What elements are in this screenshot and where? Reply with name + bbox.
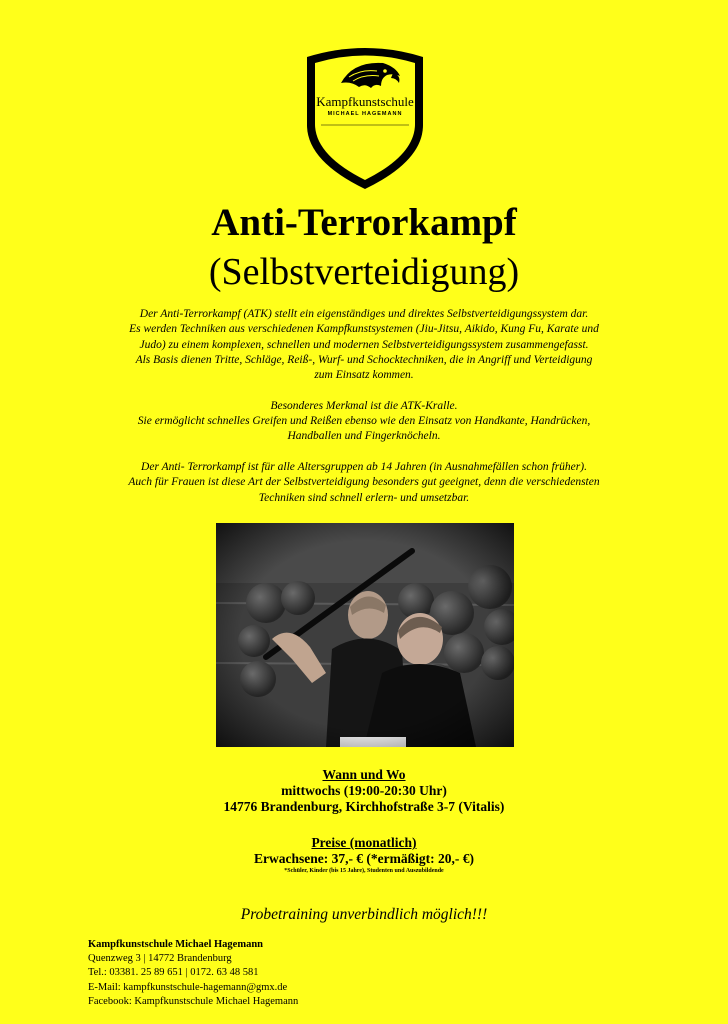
intro-line: Judo) zu einem komplexen, schnellen und modernen Selbstverteidigungssystem zusammengefasst. bbox=[139, 338, 589, 351]
intro-paragraph-1 bbox=[70, 307, 658, 383]
martial-arts-photo-icon bbox=[216, 523, 514, 747]
page-subtitle: (Selbstverteidigung) bbox=[208, 251, 520, 293]
contact-address: Quenzweg 3 | 14772 Brandenburg bbox=[88, 953, 232, 965]
shield-icon bbox=[301, 43, 429, 193]
intro-line: Der Anti-Terrorkampf (ATK) stellt ein eigenständiges und direktes Selbstverteidigungssystem dar. bbox=[139, 308, 589, 320]
intro-line: Es werden Techniken aus verschiedenen Kampfkunstsystemen (Jiu-Jitsu, Aikido, Kung Fu, Karate und bbox=[129, 323, 599, 336]
logo-subtitle: MICHAEL HAGEMANN bbox=[327, 111, 403, 117]
trial-training-note: Probetraining unverbindlich möglich!!! bbox=[240, 906, 488, 923]
page-title: Anti-Terrorkampf bbox=[211, 201, 517, 244]
intro-line: Der Anti- Terrorkampf ist für alle Altersgruppen ab 14 Jahren (in Ausnahmefällen schon früher). bbox=[141, 460, 587, 473]
intro-line: Als Basis dienen Tritte, Schläge, Reiß-, Wurf- und Schocktechniken, die in Angriff und Verteidigung bbox=[135, 353, 593, 366]
schedule-heading: Wann und Wo bbox=[322, 767, 406, 782]
prices-section bbox=[0, 835, 728, 875]
prices-note: *Schüler, Kinder (bis 15 Jahre), Studenten und Auszubildende bbox=[284, 868, 444, 874]
schedule-time: mittwochs (19:00-20:30 Uhr) bbox=[281, 783, 447, 798]
logo-name: Kampfkunstschule bbox=[316, 94, 414, 109]
intro-line: Besonderes Merkmal ist die ATK-Kralle. bbox=[270, 399, 458, 412]
intro-line: zum Einsatz kommen. bbox=[314, 369, 414, 382]
contact-facebook: Facebook: Kampfkunstschule Michael Hagemann bbox=[88, 995, 299, 1007]
intro-text bbox=[70, 307, 658, 521]
contact-block bbox=[88, 938, 298, 1009]
intro-line: Sie ermöglicht schnelles Greifen und Reißen ebenso wie den Einsatz von Handkante, Handrücken, bbox=[137, 415, 591, 428]
contact-email: E-Mail: kampfkunstschule-hagemann@gmx.de bbox=[88, 981, 288, 993]
intro-line: Handballen und Fingerknöcheln. bbox=[287, 430, 441, 443]
contact-phone: Tel.: 03381. 25 89 651 | 0172. 63 48 581 bbox=[88, 967, 259, 979]
school-logo bbox=[301, 43, 429, 193]
prices-adults: Erwachsene: 37,- € (*ermäßigt: 20,- €) bbox=[253, 851, 475, 866]
schedule-section bbox=[0, 767, 728, 815]
schedule-location: 14776 Brandenburg, Kirchhofstraße 3-7 (Vitalis) bbox=[223, 799, 505, 814]
intro-paragraph-2 bbox=[70, 399, 658, 445]
intro-paragraph-3 bbox=[70, 460, 658, 506]
contact-company: Kampfkunstschule Michael Hagemann bbox=[88, 939, 264, 950]
intro-line: Auch für Frauen ist diese Art der Selbstverteidigung besonders gut geeignet, denn die verschiedensten bbox=[128, 476, 600, 489]
prices-heading: Preise (monatlich) bbox=[311, 835, 417, 850]
intro-line: Techniken sind schnell erlern- und umsetzbar. bbox=[258, 491, 470, 504]
training-photo bbox=[216, 523, 514, 747]
